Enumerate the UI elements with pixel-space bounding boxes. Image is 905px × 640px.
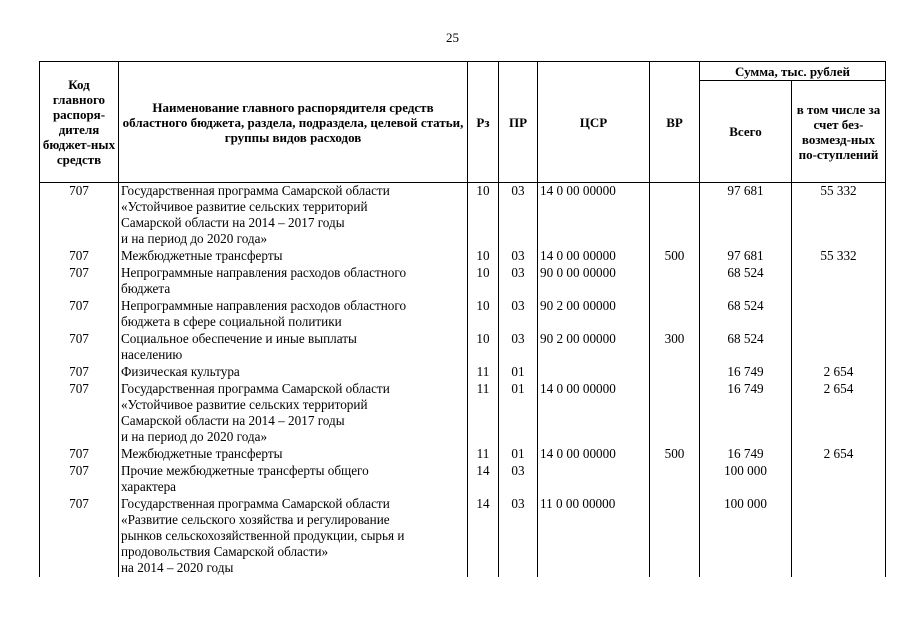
name-line: Межбюджетные трансферты [121, 446, 283, 461]
name-line: и на период до 2020 года» [121, 231, 268, 246]
name-line: Социальное обеспечение и иные выплаты [121, 331, 357, 346]
cell-rz: 10 [468, 298, 499, 331]
cell-total: 16 749 [700, 381, 792, 446]
cell-grant [792, 496, 886, 577]
cell-code: 707 [40, 298, 119, 331]
cell-total: 68 524 [700, 298, 792, 331]
name-line: Непрограммные направления расходов областного [121, 298, 407, 313]
cell-vr [650, 265, 700, 298]
header-total: Всего [700, 81, 792, 183]
name-line: на 2014 – 2020 годы [121, 560, 234, 575]
cell-rz: 10 [468, 183, 499, 249]
table-row [40, 331, 886, 364]
cell-csr: 90 2 00 00000 [538, 331, 650, 364]
cell-grant: 2 654 [792, 364, 886, 381]
cell-rz: 11 [468, 364, 499, 381]
cell-vr [650, 463, 700, 496]
cell-pr: 01 [499, 381, 538, 446]
table-row [40, 298, 886, 331]
table-body [40, 183, 886, 578]
cell-rz: 11 [468, 446, 499, 463]
header-sum-group: Сумма, тыс. рублей [700, 62, 886, 81]
cell-pr: 03 [499, 463, 538, 496]
cell-grant: 2 654 [792, 381, 886, 446]
table-row [40, 496, 886, 577]
header-pr: ПР [499, 62, 538, 183]
header-csr: ЦСР [538, 62, 650, 183]
table-row [40, 364, 886, 381]
name-line: Непрограммные направления расходов областного [121, 265, 407, 280]
cell-total: 68 524 [700, 265, 792, 298]
cell-grant [792, 331, 886, 364]
name-line: Государственная программа Самарской области [121, 496, 390, 511]
name-line: Межбюджетные трансферты [121, 248, 283, 263]
table-row [40, 463, 886, 496]
cell-grant [792, 265, 886, 298]
cell-csr: 90 2 00 00000 [538, 298, 650, 331]
cell-vr [650, 364, 700, 381]
cell-pr: 03 [499, 298, 538, 331]
cell-name [119, 248, 468, 265]
name-line: «Устойчивое развитие сельских территорий [121, 397, 368, 412]
table-row [40, 446, 886, 463]
table-row [40, 265, 886, 298]
budget-table [39, 61, 886, 577]
cell-vr [650, 381, 700, 446]
cell-rz: 10 [468, 265, 499, 298]
cell-pr: 03 [499, 265, 538, 298]
name-line: продовольствия Самарской области» [121, 544, 329, 559]
cell-grant: 2 654 [792, 446, 886, 463]
cell-name [119, 463, 468, 496]
header-name: Наименование главного распорядителя средств областного бюджета, раздела, подраздела, целевой статьи, группы видов расходов [119, 62, 468, 183]
cell-vr: 500 [650, 446, 700, 463]
name-line: Самарской области на 2014 – 2017 годы [121, 413, 345, 428]
cell-csr: 14 0 00 00000 [538, 183, 650, 249]
cell-total: 97 681 [700, 248, 792, 265]
name-line: «Устойчивое развитие сельских территорий [121, 199, 368, 214]
cell-name [119, 364, 468, 381]
page-number: 25 [446, 30, 459, 45]
cell-vr: 500 [650, 248, 700, 265]
cell-csr [538, 463, 650, 496]
cell-vr [650, 298, 700, 331]
cell-rz: 10 [468, 331, 499, 364]
cell-csr: 11 0 00 00000 [538, 496, 650, 577]
name-line: Физическая культура [121, 364, 240, 379]
name-line: населению [121, 347, 183, 362]
cell-vr [650, 496, 700, 577]
cell-pr: 01 [499, 364, 538, 381]
cell-pr: 03 [499, 248, 538, 265]
cell-code: 707 [40, 381, 119, 446]
cell-code: 707 [40, 496, 119, 577]
cell-name [119, 381, 468, 446]
cell-name [119, 496, 468, 577]
cell-name [119, 298, 468, 331]
cell-total: 16 749 [700, 364, 792, 381]
table-header [40, 62, 886, 183]
cell-code: 707 [40, 331, 119, 364]
cell-total: 100 000 [700, 463, 792, 496]
cell-pr: 03 [499, 496, 538, 577]
cell-name [119, 265, 468, 298]
name-line: бюджета [121, 281, 171, 296]
header-grants: в том числе за счет без-возмезд-ных по-ступлений [792, 81, 886, 183]
cell-code: 707 [40, 446, 119, 463]
cell-rz: 10 [468, 248, 499, 265]
cell-pr: 01 [499, 446, 538, 463]
cell-vr [650, 183, 700, 249]
cell-code: 707 [40, 364, 119, 381]
cell-csr: 90 0 00 00000 [538, 265, 650, 298]
cell-grant: 55 332 [792, 248, 886, 265]
name-line: «Развитие сельского хозяйства и регулирование [121, 512, 390, 527]
cell-csr: 14 0 00 00000 [538, 446, 650, 463]
cell-csr: 14 0 00 00000 [538, 381, 650, 446]
cell-csr: 14 0 00 00000 [538, 248, 650, 265]
cell-rz: 11 [468, 381, 499, 446]
cell-rz: 14 [468, 463, 499, 496]
cell-pr: 03 [499, 183, 538, 249]
cell-rz: 14 [468, 496, 499, 577]
cell-name [119, 331, 468, 364]
name-line: и на период до 2020 года» [121, 429, 268, 444]
cell-code: 707 [40, 248, 119, 265]
header-vr: ВР [650, 62, 700, 183]
name-line: Государственная программа Самарской области [121, 381, 390, 396]
cell-code: 707 [40, 265, 119, 298]
cell-name [119, 446, 468, 463]
header-code: Код главного распоря-дителя бюджет-ных средств [40, 62, 119, 183]
cell-grant [792, 298, 886, 331]
cell-total: 97 681 [700, 183, 792, 249]
cell-total: 100 000 [700, 496, 792, 577]
cell-grant: 55 332 [792, 183, 886, 249]
header-rz: Рз [468, 62, 499, 183]
cell-csr [538, 364, 650, 381]
table-row [40, 183, 886, 249]
name-line: Самарской области на 2014 – 2017 годы [121, 215, 345, 230]
cell-vr: 300 [650, 331, 700, 364]
table-row [40, 248, 886, 265]
cell-pr: 03 [499, 331, 538, 364]
name-line: рынков сельскохозяйственной продукции, сырья и [121, 528, 405, 543]
cell-code: 707 [40, 463, 119, 496]
cell-total: 68 524 [700, 331, 792, 364]
name-line: Государственная программа Самарской области [121, 183, 390, 198]
name-line: характера [121, 479, 177, 494]
cell-total: 16 749 [700, 446, 792, 463]
table-row [40, 381, 886, 446]
cell-code: 707 [40, 183, 119, 249]
cell-name [119, 183, 468, 249]
cell-grant [792, 463, 886, 496]
name-line: бюджета в сфере социальной политики [121, 314, 342, 329]
name-line: Прочие межбюджетные трансферты общего [121, 463, 369, 478]
